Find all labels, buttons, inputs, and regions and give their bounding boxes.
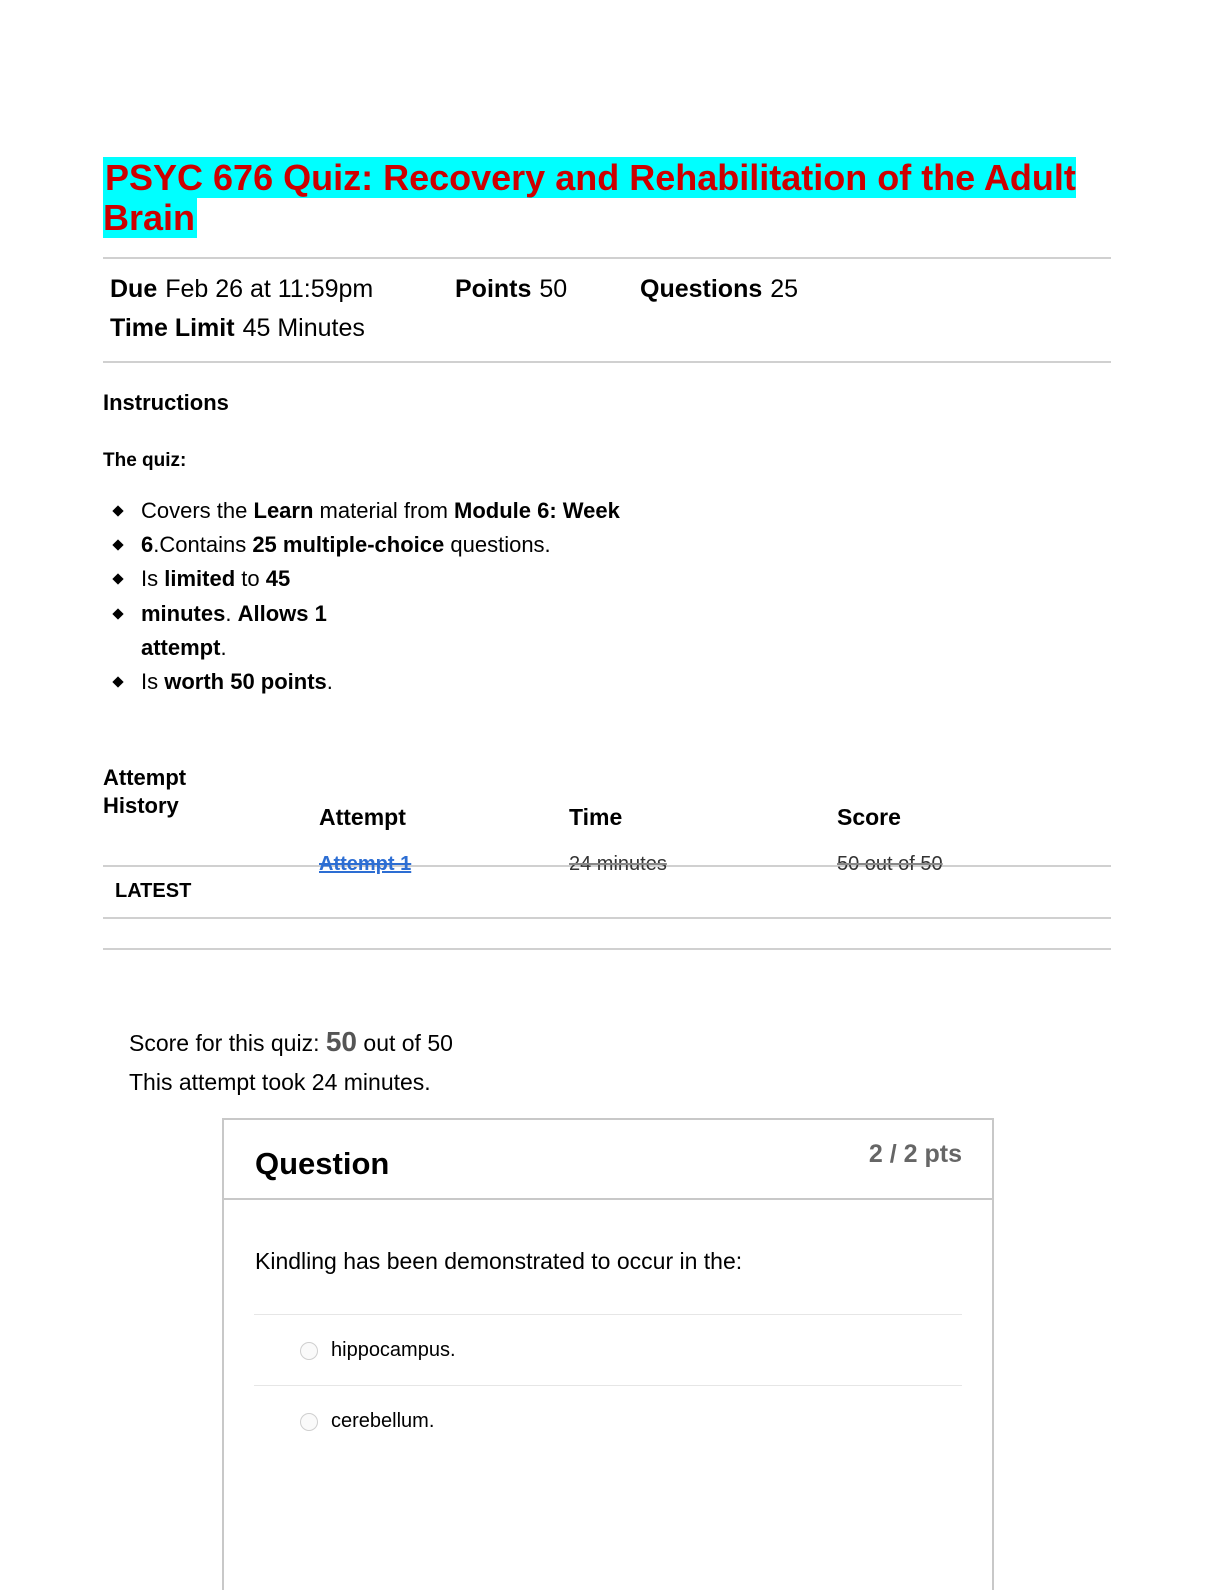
column-header-attempt: Attempt	[319, 804, 406, 830]
question-text: Kindling has been demonstrated to occur in the:	[255, 1248, 743, 1274]
attempt-history-heading: Attempt History	[103, 765, 187, 818]
radio-icon[interactable]	[300, 1342, 318, 1360]
latest-badge: LATEST	[115, 880, 192, 902]
attempt-link[interactable]: Attempt 1	[319, 853, 412, 875]
instruction-line: attempt.	[141, 635, 227, 660]
answer-label: hippocampus.	[331, 1339, 456, 1361]
instruction-line: Covers the Learn material from Module 6: Week	[141, 498, 620, 523]
column-header-score: Score	[837, 804, 901, 830]
bullet-icon	[112, 608, 123, 619]
attempt-duration: This attempt took 24 minutes.	[129, 1069, 431, 1095]
attempt-time: 24 minutes	[569, 853, 667, 875]
instructions-heading: Instructions	[103, 390, 229, 415]
due-info: Due Feb 26 at 11:59pm	[110, 275, 374, 303]
quiz-score: Score for this quiz: 50 out of 50	[129, 1026, 453, 1057]
bullet-icon	[112, 573, 123, 584]
answer-option[interactable]	[254, 1385, 962, 1456]
time-limit-info: Time Limit 45 Minutes	[110, 314, 365, 342]
bullet-icon	[112, 505, 123, 516]
bullet-icon	[112, 676, 123, 687]
divider	[103, 257, 1111, 259]
answer-option[interactable]	[254, 1314, 962, 1385]
instruction-line: minutes. Allows 1	[141, 601, 327, 626]
attempt-score: 50 out of 50	[837, 853, 943, 875]
divider	[103, 361, 1111, 363]
instruction-line: Is limited to 45	[141, 566, 291, 591]
question-points: 2 / 2 pts	[868, 1140, 962, 1168]
question-card	[222, 1118, 994, 1590]
instructions-subheading: The quiz:	[103, 450, 187, 471]
instruction-line: 6.Contains 25 multiple-choice questions.	[141, 532, 551, 557]
answer-label: cerebellum.	[331, 1410, 435, 1432]
page-title: PSYC 676 Quiz: Recovery and Rehabilitation of the Adult Brain	[103, 157, 1076, 238]
question-header	[224, 1120, 992, 1200]
divider	[103, 948, 1111, 950]
questions-info: Questions 25	[640, 275, 799, 303]
question-title: Question	[255, 1146, 390, 1181]
bullet-icon	[112, 539, 123, 550]
column-header-time: Time	[569, 804, 623, 830]
divider	[103, 917, 1111, 919]
points-info: Points 50	[455, 275, 568, 303]
radio-icon[interactable]	[300, 1413, 318, 1431]
instruction-line: Is worth 50 points.	[141, 669, 333, 694]
